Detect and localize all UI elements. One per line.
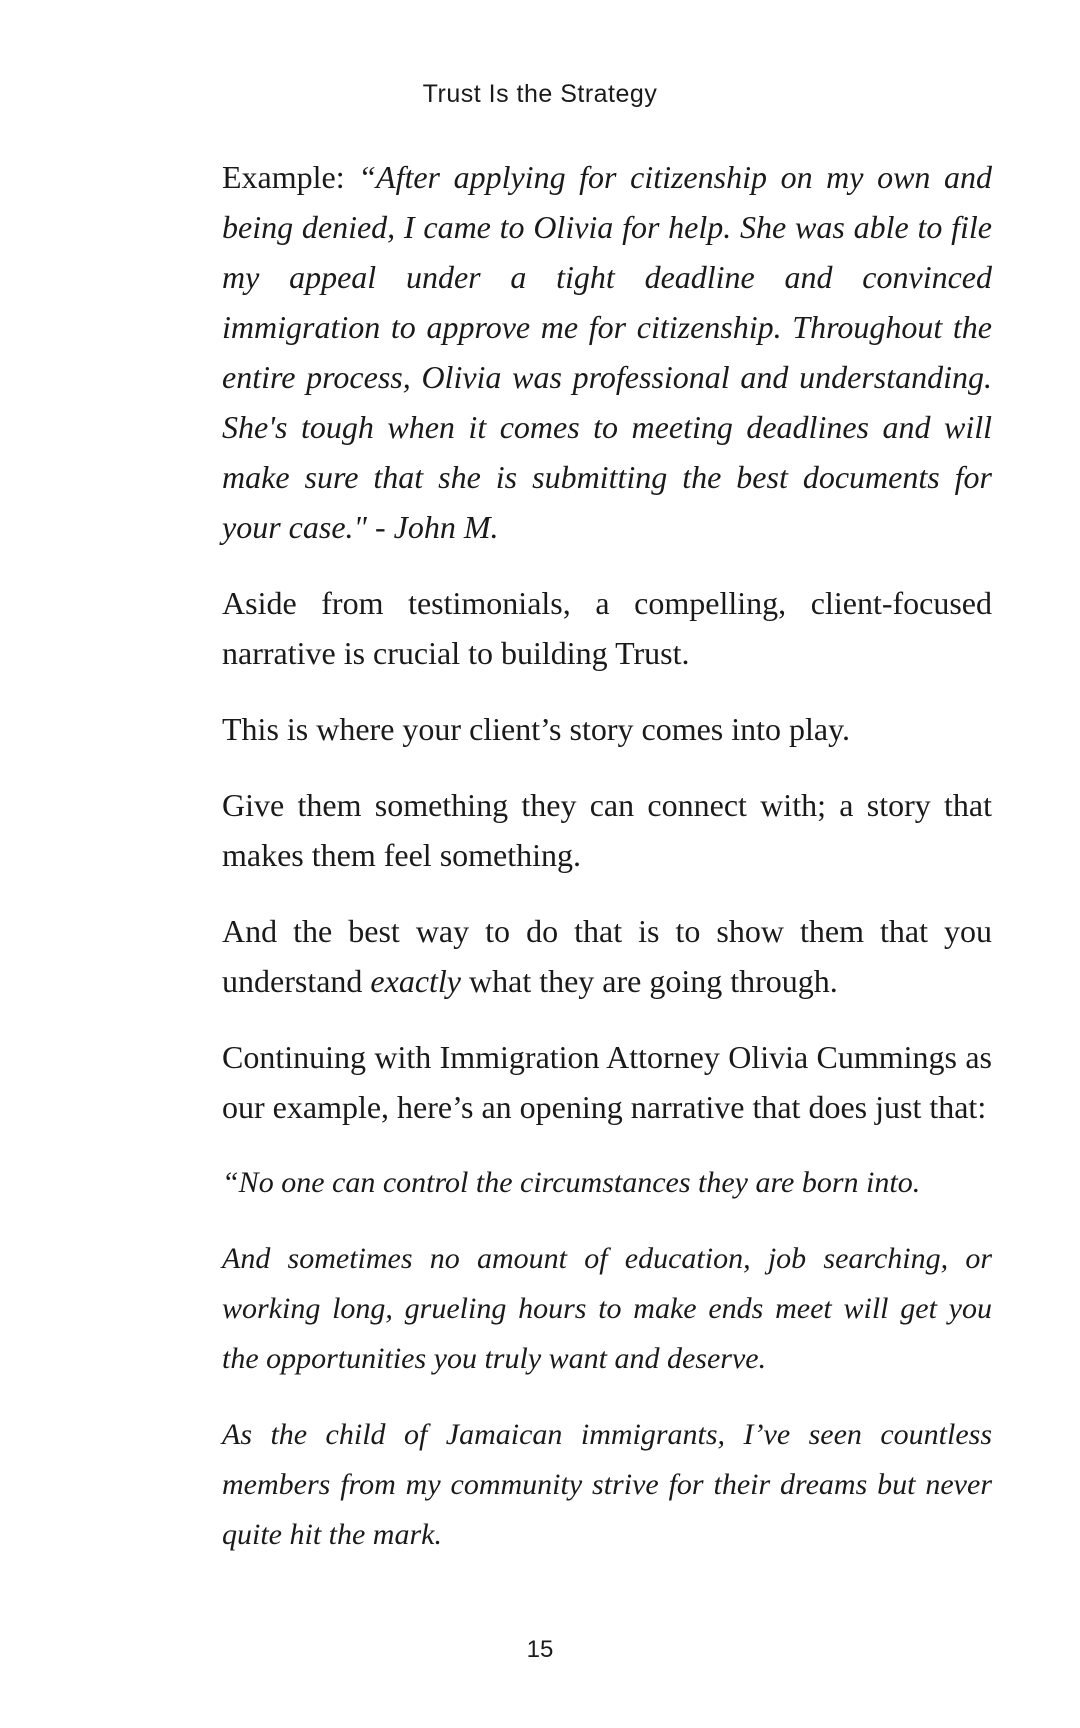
paragraph-example-intro: Continuing with Immigration Attorney Olivia Cummings as our example, here’s an opening narrative that does just that: xyxy=(222,1039,992,1125)
page-number: 15 xyxy=(526,1636,554,1663)
paragraph-client-story: This is where your client’s story comes into play. xyxy=(222,711,851,747)
paragraph-narrative-importance: Aside from testimonials, a compelling, client-focused narrative is crucial to building Trust. xyxy=(222,585,992,671)
paragraph-understand xyxy=(222,906,992,1006)
testimonial-paragraph xyxy=(222,152,992,552)
emphasis-exactly: exactly xyxy=(370,963,461,999)
testimonial-quote: “After applying for citizenship on my own and being denied, I came to Olivia for help. She was able to file my appeal under a tight deadline and convinced immigration to approve me for citizenship. Throughout the entire process, Olivia was professional and understanding. She's tough when it comes to meeting deadlines and will make sure that she is submitting the best documents for your case." - John M. xyxy=(222,159,993,545)
paragraph-understand-end: what they are going through. xyxy=(461,963,838,999)
narrative-quote-line-3: As the child of Jamaican immigrants, I’ve seen countless members from my community strive for their dreams but never quite hit the mark. xyxy=(222,1418,992,1551)
testimonial-lead: Example: xyxy=(222,159,359,195)
paragraph-understand-start: And the best way to do that is to show them that you understand xyxy=(222,913,992,999)
running-header: Trust Is the Strategy xyxy=(422,80,658,108)
paragraph-connect: Give them something they can connect with; a story that makes them feel something. xyxy=(222,787,992,873)
body-text xyxy=(222,152,992,1586)
narrative-quote-line-1: “No one can control the circumstances they are born into. xyxy=(222,1166,921,1199)
narrative-quote-line-2: And sometimes no amount of education, job searching, or working long, grueling hours to make ends meet will get you the opportunities you truly want and deserve. xyxy=(222,1242,992,1375)
